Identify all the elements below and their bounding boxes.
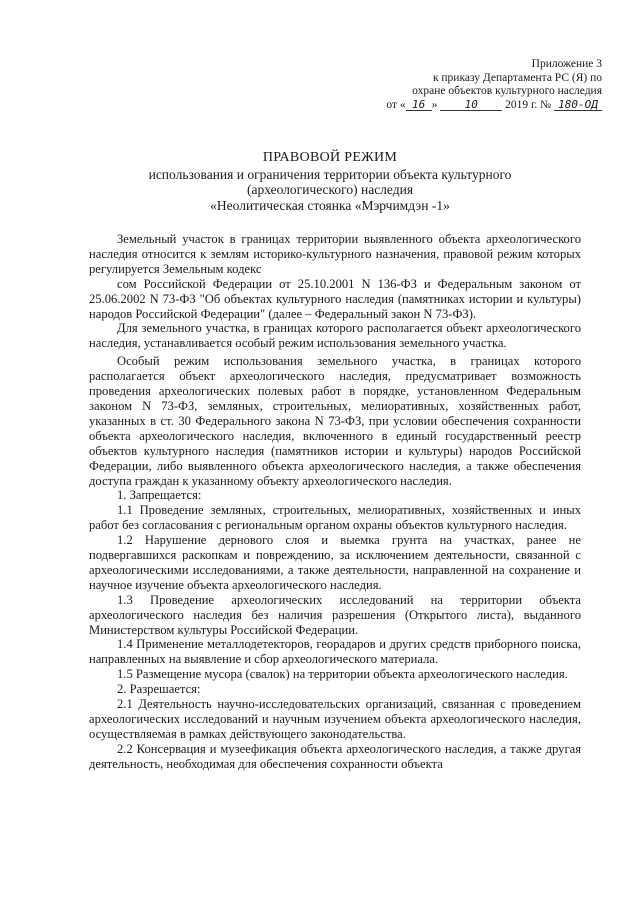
list-item: 1.5 Размещение мусора (свалок) на территории объекта археологического наследия. [117,667,568,682]
appendix-header [362,58,602,112]
section-heading-prohibited: 1. Запрещается: [117,488,202,503]
document-body [89,232,581,772]
list-item: 2.1 Деятельность научно-исследовательских организаций, связанная с проведением археологических исследований и научным изучением объекта археологического наследия, осуществляемая в рамках действующего законодательства. [89,697,581,741]
date-mid: » [431,98,438,111]
list-item: 2.2 Консервация и музеефикация объекта археологического наследия, а также другая деятельность, необходимая для обеспечения сохранности объекта [89,741,581,771]
list-item: 1.3 Проведение археологических исследований на территории объекта археологического наследия без наличия разрешения (Открытого листа), выданного Министерством культуры Российской Федерации. [89,592,581,637]
paragraph: Для земельного участка, в границах которого располагается объект археологического наследия, устанавливается особый режим использования земельного участка. [89,321,581,351]
appendix-date-line [362,99,602,113]
paragraph: Земельный участок в границах территории выявленного объекта археологического наследия относится к землям историко-культурного назначения, правовой режим которых регулируется Земельным кодекс [89,232,581,276]
appendix-number: Приложение 3 [531,58,602,70]
paragraph: сом Российской Федерации от 25.10.2001 N 136-ФЗ и Федеральным законом от 25.06.2002 N 73-ФЗ "Об объектах культурного наследия (памятниках истории и культуры) народов Российской Федерации" (далее – Федеральный закон N 73-ФЗ). [89,276,581,321]
list-item: 1.2 Нарушение дернового слоя и выемка грунта на участках, ранее не подвергавшихся раскопкам и повреждению, за исключением деятельности, связанной с археологическими исследованиями, а также деятельности, направленной на сохранение и научное изучение объекта археологического наследия. [89,533,581,592]
title-block [80,150,580,213]
paragraph: Особый режим использования земельного участка, в границах которого располагается объект археологического наследия, предусматривает возможность проведения археологических полевых работ в порядке, установленном Федеральным законом N 73-ФЗ, земляных, строительных, мелиоративных, хозяйственных работ, указанных в ст. 30 Федерального закона N 73-ФЗ, при условии обеспечения сохранности объекта археологического наследия, включенного в единый государственный реестр объектов культурного наследия (памятников истории и культуры) народов Российской Федерации, либо выявленного объекта археологического наследия, а также обеспечения доступа граждан к указанному объекту археологического наследия. [89,354,581,488]
list-item: 1.4 Применение металлодетекторов, георадаров и других средств приборного поиска, направленных на выявление и сбор археологического материала. [89,637,581,667]
document-title: ПРАВОВОЙ РЕЖИМ [262,150,398,165]
appendix-order-ref: к приказу Департамента РС (Я) по [432,71,602,84]
handwritten-month: 10 [440,99,502,111]
date-prefix: от « [386,98,406,111]
list-item: 1.1 Проведение земляных, строительных, мелиоративных, хозяйственных и иных работ без согласования с региональным органом охраны объектов культурного наследия. [89,503,581,533]
title-subtitle-line: (археологического) наследия [246,182,414,197]
title-object-name: «Неолитическая стоянка «Мэрчимдэн -1» [210,197,450,213]
section-heading-allowed: 2. Разрешается: [117,682,201,697]
appendix-department: охране объектов культурного наследия [412,85,602,97]
date-year: 2019 г. № [505,98,552,111]
handwritten-day: 16 [406,99,432,111]
handwritten-order-number: 180-ОД [554,99,602,111]
title-subtitle-line: использования и ограничения территории объекта культурного [148,166,512,182]
